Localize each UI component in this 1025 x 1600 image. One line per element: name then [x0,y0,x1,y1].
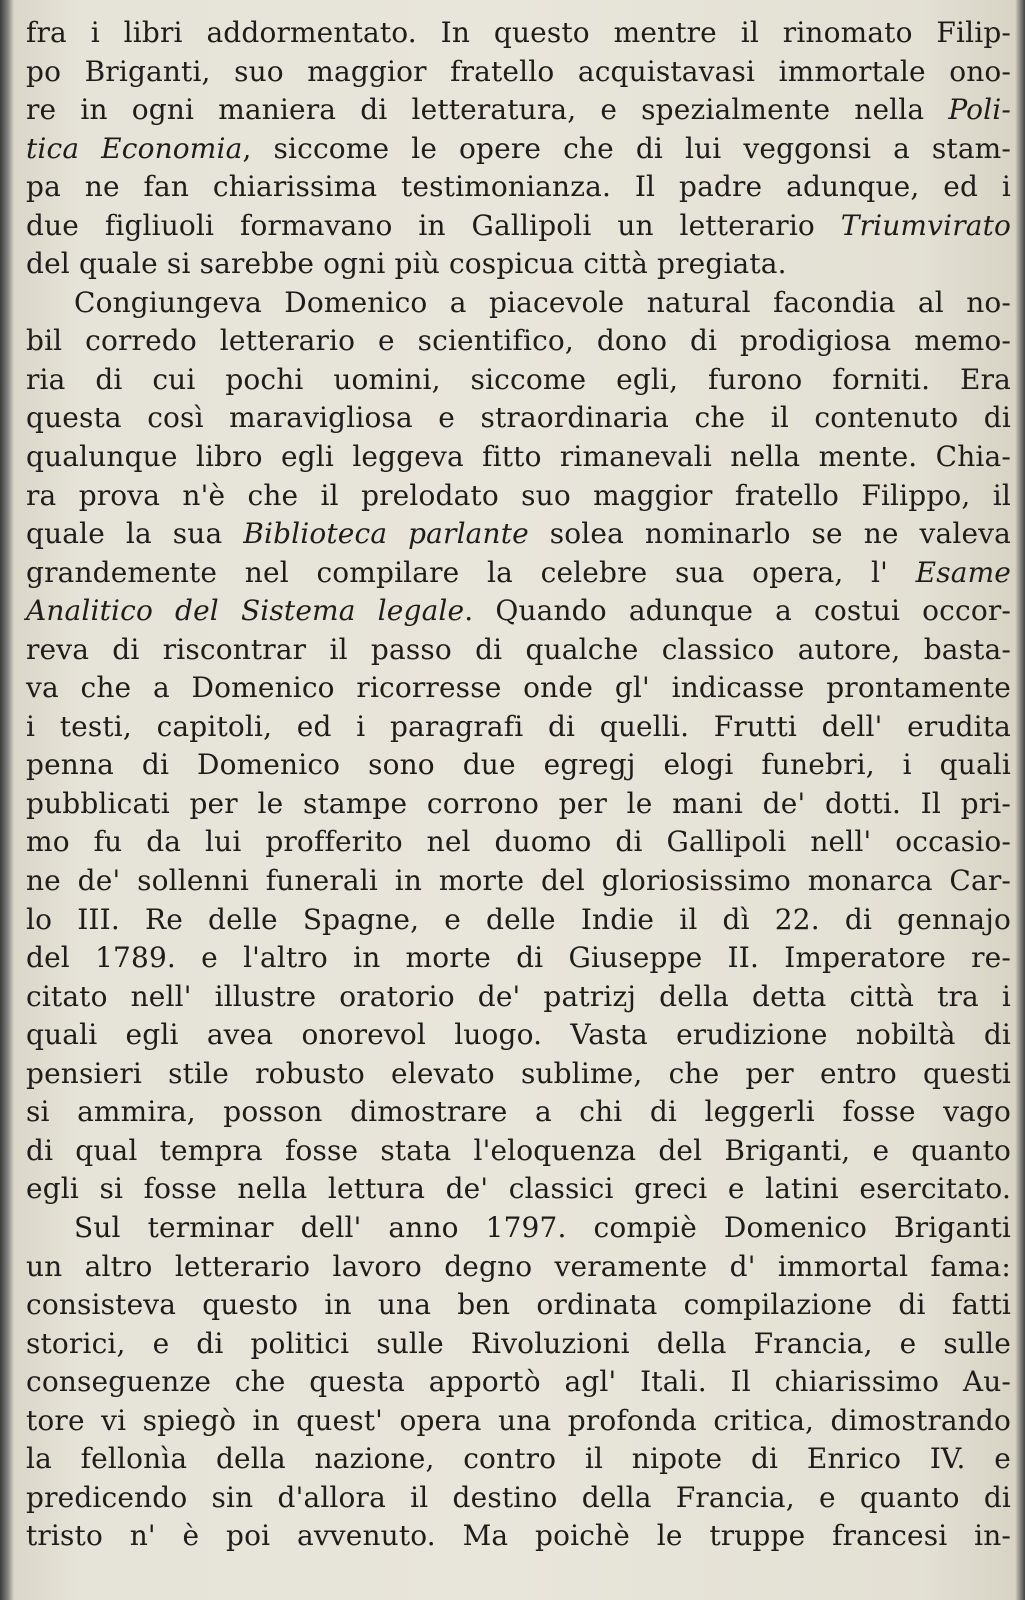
text-line: un altro letterario lavoro degno veramente d' immortal fama: [26,1249,1011,1283]
text-line: ne de' sollenni funerali in morte del gloriosissimo monarca Car- [26,864,1011,898]
page-shadow-left [0,0,14,1600]
text-line: due figliuoli formavano in Gallipoli un letterario Triumvirato [26,208,1011,242]
text-line: predicendo sin d'allora il destino della Francia, e quanto di [26,1480,1011,1514]
text-line: consisteva questo in una ben ordinata compilazione di fatti [26,1288,1011,1322]
text-line: lo III. Re delle Spagne, e delle Indie il dì 22. di gennajo [26,902,1011,936]
italic-phrase: Biblioteca parlante [243,517,529,551]
text-line: storici, e di politici sulle Rivoluzioni della Francia, e sulle [26,1326,1011,1360]
text-line: fra i libri addormentato. In questo mentre il rinomato Filip- [26,16,1011,49]
text-line: di qual tempra fosse stata l'eloquenza del Briganti, e quanto [26,1133,1011,1167]
text-line: grandemente nel compilare la celebre sua opera, l' Esame [26,555,1011,589]
body-text [26,14,1011,1556]
italic-phrase: Poli- [948,93,1011,127]
text-line: Congiungeva Domenico a piacevole natural facondia al no- [74,285,1011,319]
text-line: citato nell' illustre oratorio de' patrizj della detta città tra i [26,979,1011,1013]
text-line: i testi, capitoli, ed i paragrafi di quelli. Frutti dell' erudita [26,709,1011,743]
text-line: tore vi spiegò in quest' opera una profonda critica, dimostrando [26,1403,1011,1437]
text-line: del 1789. e l'altro in morte di Giuseppe II. Imperatore re- [26,941,1011,975]
text-line: mo fu da lui profferito nel duomo di Gallipoli nell' occasio- [26,825,1011,859]
text-line: reva di riscontrar il passo di qualche classico autore, basta- [26,632,1011,666]
text-line: re in ogni maniera di letteratura, e spezialmente nella Poli- [26,93,1011,127]
text-line: tristo n' è poi avvenuto. Ma poichè le truppe francesi in- [26,1519,1011,1553]
text-line: ra prova n'è che il prelodato suo maggior fratello Filippo, il [26,478,1011,512]
text-line: pensieri stile robusto elevato sublime, che per entro questi [26,1056,1011,1090]
text-line: la fellonìa della nazione, contro il nipote di Enrico IV. e [26,1442,1011,1476]
text-line: questa così maravigliosa e straordinaria che il contenuto di [26,401,1011,435]
text-line: pa ne fan chiarissima testimonianza. Il padre adunque, ed i [26,170,1011,204]
text-line: si ammira, posson dimostrare a chi di leggerli fosse vago [26,1095,1011,1129]
text-line: penna di Domenico sono due egregj elogi funebri, i quali [26,748,1011,782]
text-line: tica Economia, siccome le opere che di lui veggonsi a stam- [26,131,1011,165]
text-line: quali egli avea onorevol luogo. Vasta erudizione nobiltà di [26,1018,1011,1052]
text-line: del quale si sarebbe ogni più cospicua città pregiata. [26,247,787,281]
text-line: conseguenze che questa apportò agl' Itali. Il chiarissimo Au- [26,1365,1011,1399]
text-line: ria di cui pochi uomini, siccome egli, furono forniti. Era [26,362,1011,396]
text-line: Analitico del Sistema legale. Quando adunque a costui occor- [26,594,1011,628]
text-line: bil corredo letterario e scientifico, dono di prodigiosa memo- [26,324,1011,358]
page-shadow-right [1015,0,1025,1600]
italic-phrase: Esame [915,555,1011,589]
text-line: quale la sua Biblioteca parlante solea nominarlo se ne valeva [26,517,1011,551]
italic-phrase: tica Economia [26,131,243,165]
text-line: egli si fosse nella lettura de' classici greci e latini esercitato. [26,1172,1011,1206]
text-line: pubblicati per le stampe corrono per le mani de' dotti. Il pri- [26,786,1011,820]
text-line: Sul terminar dell' anno 1797. compiè Domenico Briganti [74,1210,1011,1244]
text-line: va che a Domenico ricorresse onde gl' indicasse prontamente [26,671,1011,705]
text-line: qualunque libro egli leggeva fitto rimanevali nella mente. Chia- [26,440,1011,474]
italic-phrase: Triumvirato [840,208,1011,242]
text-line: po Briganti, suo maggior fratello acquistavasi immortale ono- [26,54,1011,88]
italic-phrase: Analitico del Sistema legale [26,594,465,628]
